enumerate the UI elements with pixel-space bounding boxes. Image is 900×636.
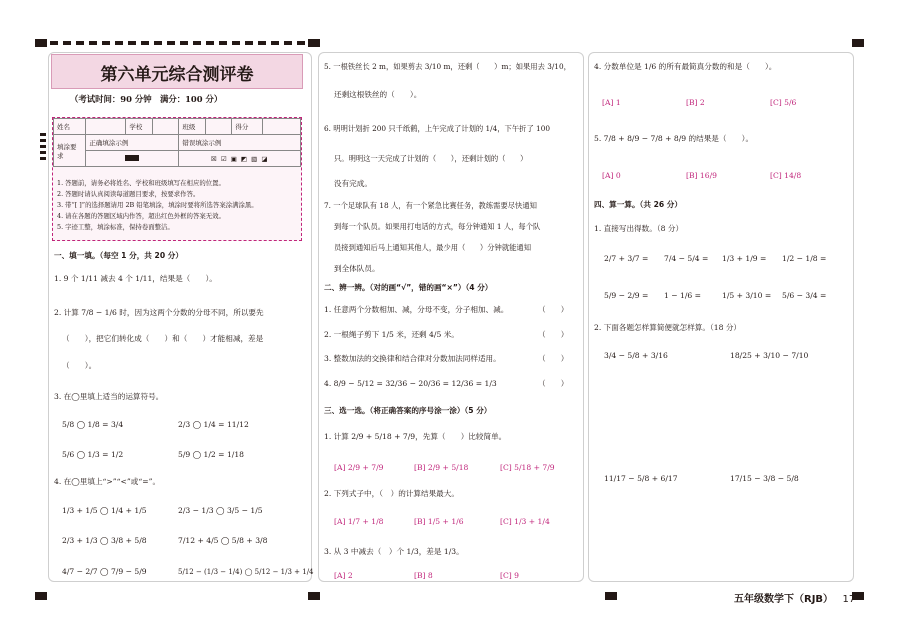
score-label: 得分 (232, 119, 262, 135)
answer-paren[interactable]: （ ） (538, 305, 569, 314)
choice-3-option-c[interactable]: [C] 9 (500, 571, 519, 580)
school-label: 学校 (126, 119, 153, 135)
page-footer (734, 590, 855, 605)
exam-info: （考试时间：90 分钟 满分：100 分） (70, 94, 223, 104)
footer-label: 五年级数学下（RJB） (734, 594, 834, 605)
note-line: 2. 答题时请认真阅读每道题目要求，按要求作答。 (57, 190, 200, 198)
question-1-5: 5. 一根铁丝长 2 m，如果剪去 3/10 m，还剩（ ）m；如果用去 3/10， (324, 62, 571, 71)
calc-1-item: 1 − 1/6 = (664, 291, 702, 300)
calc-1-item: 2/7 + 3/7 = (604, 254, 649, 263)
filled-box-icon (125, 155, 139, 161)
q3-item: 2/3 ◯ 1/4 = 11/12 (178, 420, 249, 429)
judge-3: 3. 整数加法的交换律和结合律对分数加法同样适用。 (324, 354, 501, 363)
choice-3-option-b[interactable]: [B] 8 (414, 571, 433, 580)
choice-1-option-b[interactable]: [B] 2/9 + 5/18 (414, 463, 469, 472)
title-banner (51, 54, 303, 89)
choice-2-option-a[interactable]: [A] 1/7 + 1/8 (334, 517, 384, 526)
q4-item: 2/3 + 1/3 ◯ 3/8 + 5/8 (62, 536, 147, 545)
column-3-frame (588, 52, 854, 582)
q4-item: 2/3 − 1/3 ◯ 3/5 − 1/5 (178, 506, 263, 515)
question-1-7: 7. 一个足球队有 18 人，有一个紧急比赛任务，教练需要尽快通知 (324, 201, 537, 210)
calc-1-item: 7/4 − 5/4 = (664, 254, 709, 263)
correct-example-label: 正确填涂示例 (86, 135, 179, 151)
choice-4-option-c[interactable]: [C] 5/6 (770, 98, 797, 107)
calc-2-item: 17/15 − 3/8 − 5/8 (730, 474, 799, 483)
section-4-heading: 四、算一算。（共 26 分） (594, 200, 682, 209)
question-1-2: 2. 计算 7/8 − 1/6 时，因为这两个分数的分母不同，所以要先 (54, 308, 264, 317)
q4-item: 5/12 − (1/3 − 1/4) ◯ 5/12 − 1/3 + 1/4 (178, 568, 314, 576)
section-2-heading: 二、辨一辨。（对的画“√”，错的画“×”）（4 分） (324, 283, 493, 292)
class-field[interactable] (206, 119, 232, 135)
choice-4: 4. 分数单位是 1/6 的所有最简真分数的和是（ ）。 (594, 62, 777, 71)
question-1-4: 4. 在◯里填上“>”“<”或“=”。 (54, 477, 161, 486)
wrong-fill-icons: ☒ ☑ ▣ ◩ ▧ ◪ (210, 154, 269, 163)
corner-mark (308, 592, 320, 600)
class-label: 班级 (179, 119, 206, 135)
note-line: 4. 请在各题的答题区域内作答，超出红色外框的答案无效。 (57, 212, 225, 220)
calc-2-item: 11/17 − 5/8 + 6/17 (604, 474, 678, 483)
wrong-example-label: 错误填涂示例 (179, 135, 301, 151)
calc-1-item: 5/9 − 2/9 = (604, 291, 649, 300)
choice-5: 5. 7/8 + 8/9 − 7/8 + 8/9 的结果是（ ）。 (594, 134, 754, 143)
q3-item: 5/9 ◯ 1/2 = 1/18 (178, 450, 245, 459)
choice-4-option-b[interactable]: [B] 2 (686, 98, 705, 107)
note-line: 1. 答题前，请务必将姓名、学校和班级填写在相应的位置。 (57, 179, 225, 187)
choice-1: 1. 计算 2/9 + 5/18 + 7/9，先算（ ）比较简单。 (324, 432, 507, 441)
calc-1-item: 5/6 − 3/4 = (782, 291, 827, 300)
q3-item: 5/8 ◯ 1/8 = 3/4 (62, 420, 124, 429)
calc-1-item: 1/3 + 1/9 = (722, 254, 767, 263)
choice-2-option-c[interactable]: [C] 1/3 + 1/4 (500, 517, 550, 526)
choice-4-option-a[interactable]: [A] 1 (602, 98, 621, 107)
school-field[interactable] (153, 119, 179, 135)
name-field[interactable] (86, 119, 126, 135)
calc-1-item: 1/2 − 1/8 = (782, 254, 827, 263)
question-1-6-cont: 只。明明这一天完成了计划的（ ），还剩计划的（ ） (334, 154, 528, 163)
question-1-1: 1. 9 个 1/11 减去 4 个 1/11，结果是（ ）。 (54, 274, 217, 283)
answer-paren[interactable]: （ ） (538, 379, 569, 388)
fill-label: 填涂要求 (54, 135, 86, 167)
score-field[interactable] (262, 119, 300, 135)
judge-1: 1. 任意两个分数相加、减，分母不变，分子相加、减。 (324, 305, 509, 314)
name-label: 姓名 (54, 119, 86, 135)
page-title: 第六单元综合测评卷 (100, 65, 254, 85)
calc-2: 2. 下面各题怎样算简便就怎样算。（18 分） (594, 323, 742, 332)
q4-item: 1/3 + 1/5 ◯ 1/4 + 1/5 (62, 506, 147, 515)
section-1-heading: 一、填一填。（每空 1 分，共 20 分） (54, 251, 183, 260)
choice-5-option-c[interactable]: [C] 14/8 (770, 171, 802, 180)
corner-mark (605, 592, 617, 600)
wrong-examples (179, 151, 301, 167)
question-1-7-cont: 到每一个队员。如果用打电话的方式，每分钟通知 1 人，每个队 (334, 222, 541, 231)
binding-marks (40, 130, 46, 160)
q3-item: 5/6 ◯ 1/3 = 1/2 (62, 450, 124, 459)
calc-2-item: 3/4 − 5/8 + 3/16 (604, 351, 668, 360)
question-1-2-cont: （ ），把它们转化成（ ）和（ ）才能相减，差是 (62, 334, 264, 343)
choice-2-option-b[interactable]: [B] 1/5 + 1/6 (414, 517, 464, 526)
corner-mark (308, 39, 320, 47)
question-1-7-end: 到全体队员。 (334, 264, 380, 273)
choice-1-option-c[interactable]: [C] 5/18 + 7/9 (500, 463, 555, 472)
calc-1: 1. 直接写出得数。（8 分） (594, 224, 684, 233)
correct-example (86, 151, 179, 167)
judge-4: 4. 8/9 − 5/12 = 32/36 − 20/36 = 12/36 = 1/3 (324, 379, 497, 388)
page-number: 17 (842, 594, 856, 605)
calc-2-item: 18/25 + 3/10 − 7/10 (730, 351, 809, 360)
corner-mark (35, 592, 47, 600)
note-line: 5. 字迹工整，填涂标准，保持卷面整洁。 (57, 223, 174, 231)
choice-2: 2. 下列式子中，（ ）的计算结果最大。 (324, 489, 459, 498)
instruction-notes (57, 178, 258, 233)
answer-paren[interactable]: （ ） (538, 330, 569, 339)
question-1-2-end: （ ）。 (62, 361, 97, 370)
choice-5-option-a[interactable]: [A] 0 (602, 171, 621, 180)
corner-mark (35, 39, 47, 47)
question-1-5-cont: 还剩这根铁丝的（ ）。 (334, 90, 422, 99)
choice-1-option-a[interactable]: [A] 2/9 + 7/9 (334, 463, 384, 472)
q4-item: 7/12 + 4/5 ◯ 5/8 + 3/8 (178, 536, 268, 545)
choice-3-option-a[interactable]: [A] 2 (334, 571, 353, 580)
calc-1-item: 1/5 + 3/10 = (722, 291, 772, 300)
choice-5-option-b[interactable]: [B] 16/9 (686, 171, 717, 180)
judge-2: 2. 一根绳子剪下 1/5 米，还剩 4/5 米。 (324, 330, 459, 339)
question-1-6-end: 没有完成。 (334, 179, 372, 188)
note-line: 3. 带“[ ]”的选择题请用 2B 铅笔填涂，填涂时要将所选答案涂满涂黑。 (57, 201, 258, 209)
question-1-6: 6. 明明计划折 200 只千纸鹤，上午完成了计划的 1/4，下午折了 100 (324, 124, 550, 133)
question-1-3: 3. 在◯里填上适当的运算符号。 (54, 392, 164, 401)
info-table (53, 118, 301, 167)
top-dashed-border (50, 41, 320, 45)
answer-paren[interactable]: （ ） (538, 354, 569, 363)
q4-item: 4/7 − 2/7 ◯ 7/9 − 5/9 (62, 567, 147, 576)
corner-mark (852, 39, 864, 47)
choice-3: 3. 从 3 中减去（ ）个 1/3，差是 1/3。 (324, 547, 464, 556)
question-1-7-cont2: 员接到通知后马上通知其他人，最少用（ ）分钟就能通知 (334, 243, 532, 252)
section-3-heading: 三、选一选。（将正确答案的序号涂一涂）（5 分） (324, 406, 492, 415)
info-box (52, 117, 302, 241)
